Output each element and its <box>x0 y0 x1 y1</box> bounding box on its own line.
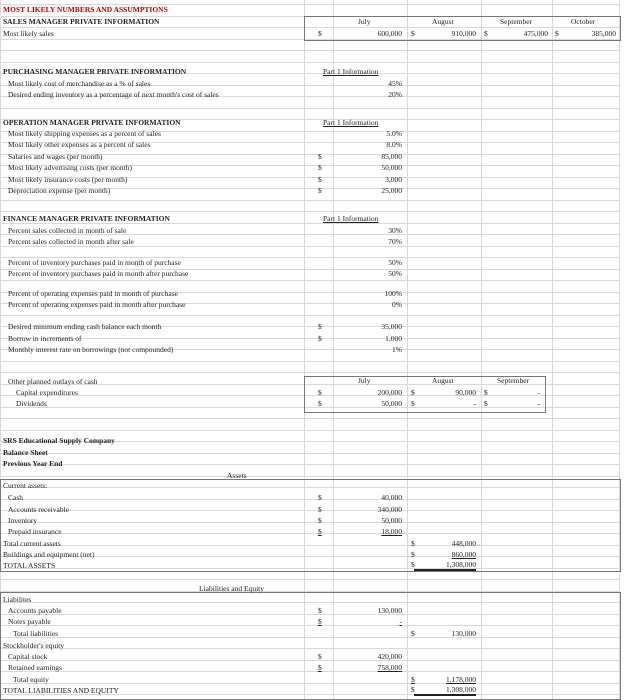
total-equity-value: 1,178,000 <box>446 675 476 684</box>
finance-row-value: 50% <box>388 269 402 278</box>
asset-row-label: Prepaid insurance <box>8 527 62 536</box>
grid-line <box>0 372 620 373</box>
operation-row-value: 25,000 <box>381 186 402 195</box>
operation-row-label: Most likely shipping expenses as a percent of sales <box>8 129 161 138</box>
outlay-value: 50,000 <box>381 399 402 408</box>
operation-row-label: Most likely insurance costs (per month) <box>8 175 128 184</box>
liabilities-header: Liabilites <box>3 595 32 604</box>
finance-row-label: Percent of operating expenses paid in month of purchase <box>8 289 178 298</box>
finance-row-value: 0% <box>392 300 402 309</box>
month-september: September <box>500 17 533 26</box>
grid-line <box>0 464 620 465</box>
operation-row-label: Salaries and wages (per month) <box>8 152 103 161</box>
purchasing-header: PURCHASING MANAGER PRIVATE INFORMATION <box>3 67 187 76</box>
sales-september: 475,000 <box>523 29 548 38</box>
sales-row-label: Most likely sales <box>3 29 54 38</box>
buildings-label: Buildings and equipment (net) <box>3 550 95 559</box>
grid-line <box>0 200 620 201</box>
dollar-sign: $ <box>318 652 322 661</box>
dollar-sign: $ <box>318 399 322 408</box>
finance-row-label: Borrow in increments of <box>8 334 82 343</box>
sales-header: SALES MANAGER PRIVATE INFORMATION <box>3 17 160 26</box>
finance-row-value: 30% <box>388 226 402 235</box>
notes-payable-value: - <box>399 617 402 626</box>
purchasing-label: Most likely cost of merchandise as a % of sales <box>8 79 151 88</box>
outlays-month-september: September <box>497 376 530 385</box>
grid-line <box>0 315 620 316</box>
dollar-sign: $ <box>318 186 322 195</box>
asset-row-value: 340,000 <box>377 505 402 514</box>
sales-october: 385,000 <box>591 29 616 38</box>
total-current-assets-label: Total current assets <box>3 539 61 548</box>
sales-august: 910,000 <box>451 29 476 38</box>
finance-row-value: 70% <box>388 237 402 246</box>
dollar-sign: $ <box>484 388 488 397</box>
operation-row-value: 50,000 <box>381 163 402 172</box>
total-assets-value: 1,308,000 <box>414 561 476 571</box>
total-liabilities-equity-label: TOTAL LIABILITIES AND EQUITY <box>3 686 119 695</box>
finance-row-label: Percent of operating expenses paid in month after purchase <box>8 300 186 309</box>
liabilities-box <box>0 592 621 700</box>
equity-header: Stockholder's equity <box>3 641 65 650</box>
grid-line <box>0 361 620 362</box>
outlay-value: - <box>537 399 540 408</box>
grid-line <box>0 579 620 580</box>
purchasing-label: Desired ending inventory as a percentage of next month's cost of sales <box>8 90 219 99</box>
dollar-sign: $ <box>411 560 415 569</box>
outlays-month-july: July <box>358 376 371 385</box>
month-october: October <box>571 17 596 26</box>
total-liabilities-label: Total liabilities <box>13 629 59 638</box>
grid-line <box>0 453 620 454</box>
sheet-title: MOST LIKELY NUMBERS AND ASSUMPTIONS <box>3 5 168 14</box>
grid-line <box>0 280 620 281</box>
finance-row-label: Desired minimum ending cash balance each month <box>8 322 162 331</box>
dollar-sign: $ <box>318 606 322 615</box>
dollar-sign: $ <box>318 29 322 38</box>
dollar-sign: $ <box>411 539 415 548</box>
outlay-value: 200,000 <box>377 388 402 397</box>
finance-ref: Part 1 Information <box>323 214 379 223</box>
dollar-sign: $ <box>484 29 488 38</box>
outlay-row-label: Dividends <box>16 399 47 408</box>
dollar-sign: $ <box>318 493 322 502</box>
grid-line <box>0 338 620 339</box>
asset-row-value: 50,000 <box>381 516 402 525</box>
assets-header: Assets <box>227 471 247 480</box>
operation-row-value: 3,000 <box>385 175 402 184</box>
finance-row-label: Percent sales collected in month after sale <box>8 237 134 246</box>
month-august: August <box>432 17 454 26</box>
asset-row-value: 40,000 <box>381 493 402 502</box>
outlay-value: 90,000 <box>455 388 476 397</box>
grid-line <box>0 476 620 477</box>
dollar-sign: $ <box>411 399 415 408</box>
dollar-sign: $ <box>411 29 415 38</box>
grid-line <box>0 223 620 224</box>
dollar-sign: $ <box>411 388 415 397</box>
operation-header: OPERATION MANAGER PRIVATE INFORMATION <box>3 118 181 127</box>
asset-row-label: Cash <box>8 493 23 502</box>
dollar-sign: $ <box>318 663 322 672</box>
dollar-sign: $ <box>318 388 322 397</box>
dollar-sign: $ <box>318 322 322 331</box>
dollar-sign: $ <box>318 527 322 536</box>
sales-july: 600,000 <box>377 29 402 38</box>
asset-row-value: 18,000 <box>381 527 402 536</box>
company-name: SRS Educational Supply Company <box>3 436 115 445</box>
total-current-assets-value: 448,000 <box>451 539 476 548</box>
outlay-value: - <box>473 399 476 408</box>
dollar-sign: $ <box>318 334 322 343</box>
total-liabilities-value: 130,000 <box>451 629 476 638</box>
current-assets-header: Current assets: <box>3 481 48 490</box>
grid-line <box>0 108 620 109</box>
outlay-row-label: Capital expenditures <box>16 388 78 397</box>
total-equity-label: Total equity <box>13 675 49 684</box>
finance-row-value: 100% <box>384 289 402 298</box>
operation-ref: Part 1 Information <box>323 118 379 127</box>
finance-row-label: Percent sales collected in month of sale <box>8 226 127 235</box>
liabilities-equity-header: Liabilities and Equity <box>199 584 264 593</box>
statement-period: Previous Year End <box>3 459 63 468</box>
dollar-sign: $ <box>318 175 322 184</box>
outlays-header: Other planned outlays of cash <box>8 377 98 386</box>
dollar-sign: $ <box>318 505 322 514</box>
dollar-sign: $ <box>411 629 415 638</box>
purchasing-value: 45% <box>388 79 402 88</box>
capital-stock-label: Capital stock <box>8 652 48 661</box>
retained-earnings-label: Retained earnings <box>8 663 62 672</box>
accounts-payable-label: Accounts payable <box>8 606 62 615</box>
dollar-sign: $ <box>318 617 322 626</box>
finance-row-value: 35,000 <box>381 322 402 331</box>
accounts-payable-value: 130,000 <box>377 606 402 615</box>
purchasing-ref: Part 1 Information <box>323 67 379 76</box>
capital-stock-value: 420,000 <box>377 652 402 661</box>
dollar-sign: $ <box>411 685 415 694</box>
dollar-sign: $ <box>318 163 322 172</box>
grid-line <box>0 418 620 419</box>
finance-row-value: 50% <box>388 258 402 267</box>
dollar-sign: $ <box>484 399 488 408</box>
notes-payable-label: Notes payable <box>8 617 51 626</box>
grid-line <box>0 62 620 63</box>
dollar-sign: $ <box>318 152 322 161</box>
operation-row-label: Most likely other expenses as a percent of sales <box>8 140 151 149</box>
total-assets-label: TOTAL ASSETS <box>3 561 56 570</box>
dollar-sign: $ <box>555 29 559 38</box>
finance-row-label: Percent of inventory purchases paid in month of purchase <box>8 258 181 267</box>
outlay-value: - <box>537 388 540 397</box>
grid-line <box>0 430 620 431</box>
dollar-sign: $ <box>411 550 415 559</box>
finance-row-label: Percent of inventory purchases paid in month after purchase <box>8 269 189 278</box>
operation-row-value: 5.0% <box>386 129 402 138</box>
asset-row-label: Inventory <box>8 516 38 525</box>
finance-row-label: Monthly interest rate on borrowings (not compounded) <box>8 345 174 354</box>
outlays-month-august: August <box>432 376 454 385</box>
grid-line <box>0 50 620 51</box>
statement-name: Balance Sheet <box>3 448 48 457</box>
grid-line <box>0 211 620 212</box>
purchasing-value: 20% <box>388 90 402 99</box>
finance-row-value: 1% <box>392 345 402 354</box>
dollar-sign: $ <box>318 516 322 525</box>
grid-line <box>0 246 620 247</box>
buildings-value: 860,000 <box>451 550 476 559</box>
operation-row-label: Depreciation expense (per month) <box>8 186 111 195</box>
asset-row-label: Accounts receivable <box>8 505 70 514</box>
month-july: July <box>358 17 371 26</box>
retained-earnings-value: 758,000 <box>377 663 402 672</box>
operation-row-label: Most likely advertising costs (per month) <box>8 163 132 172</box>
operation-row-value: 8.0% <box>386 140 402 149</box>
operation-row-value: 85,000 <box>381 152 402 161</box>
total-liabilities-equity-value: 1,308,000 <box>414 686 476 696</box>
finance-header: FINANCE MANAGER PRIVATE INFORMATION <box>3 214 170 223</box>
dollar-sign: $ <box>411 675 415 684</box>
finance-row-value: 1,000 <box>385 334 402 343</box>
